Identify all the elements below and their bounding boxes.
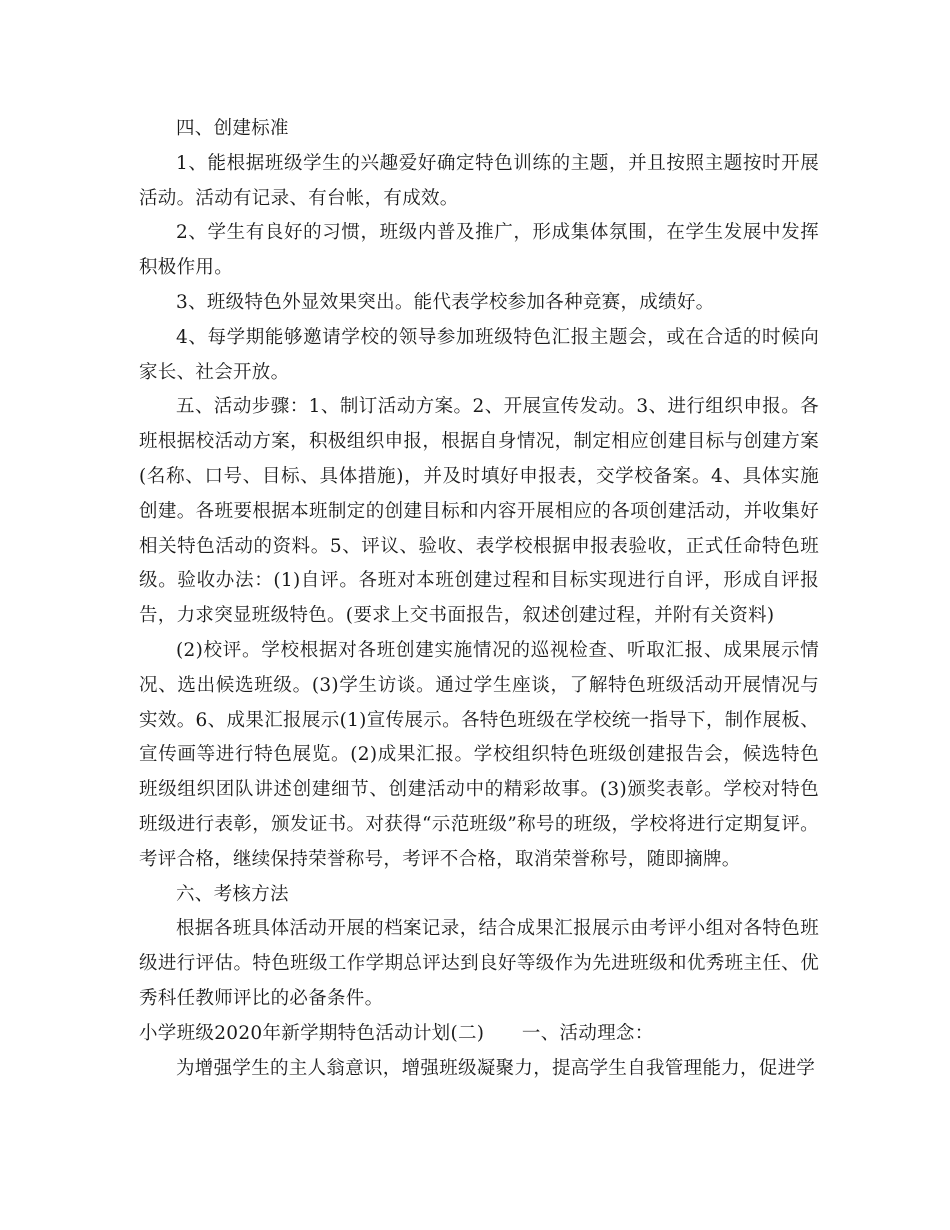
paragraph-standard-1: 1、能根据班级学生的兴趣爱好确定特色训练的主题，并且按照主题按时开展活动。活动有记录、有台帐，有成效。 — [139, 152, 819, 209]
document-body — [139, 112, 819, 1086]
paragraph-activity-concept: 为增强学生的主人翁意识，增强班级凝聚力，提高学生自我管理能力，促进学 — [176, 1057, 816, 1079]
paragraph-standard-3: 3、班级特色外显效果突出。能代表学校参加各种竞赛，成绩好。 — [176, 291, 715, 313]
paragraph-activity-steps: 五、活动步骤：1、制订活动方案。2、开展宣传发动。3、进行组织申报。各班根据校活动方案，积极组织申报，根据自身情况，制定相应创建目标与创建方案(名称、口号、目标、具体措施)，并及时填好申报表，交学校备案。4、具体实施创建。各班要根据本班制定的创建目标和内容开展相应的各项创建活动，并收集好相关特色活动的资料。5、评议、验收、表学校根据申报表验收，正式任命特色班级。验收办法：(1)自评。各班对本班创建过程和目标实现进行自评，形成自评报告，力求突显班级特色。(要求上交书面报告，叙述创建过程，并附有关资料) — [139, 396, 819, 627]
section-heading-4: 四、创建标准 — [176, 118, 289, 139]
paragraph-standard-2: 2、学生有良好的习惯，班级内普及推广，形成集体氛围，在学生发展中发挥积极作用。 — [139, 222, 819, 279]
paragraph-assessment: 根据各班具体活动开展的档案记录，结合成果汇报展示由考评小组对各特色班级进行评估。特色班级工作学期总评达到良好等级作为先进班级和优秀班主任、优秀科任教师评比的必备条件。 — [139, 918, 819, 1009]
plan-title-line: 小学班级2020年新学期特色活动计划(二) 一、活动理念： — [139, 1022, 654, 1044]
paragraph-school-evaluation: (2)校评。学校根据对各班创建实施情况的巡视检查、听取汇报、成果展示情况、选出候选班级。(3)学生访谈。通过学生座谈，了解特色班级活动开展情况与实效。6、成果汇报展示(1)宣传展示。各特色班级在学校统一指导下，制作展板、宣传画等进行特色展览。(2)成果汇报。学校组织特色班级创建报告会，候选特色班级组织团队讲述创建细节、创建活动中的精彩故事。(3)颁奖表彰。学校对特色班级进行表彰，颁发证书。对获得“示范班级”称号的班级，学校将进行定期复评。考评合格，继续保持荣誉称号，考评不合格，取消荣誉称号，随即摘牌。 — [139, 639, 819, 870]
paragraph-standard-4: 4、每学期能够邀请学校的领导参加班级特色汇报主题会，或在合适的时候向家长、社会开放。 — [139, 326, 819, 383]
section-heading-6: 六、考核方法 — [176, 883, 289, 905]
